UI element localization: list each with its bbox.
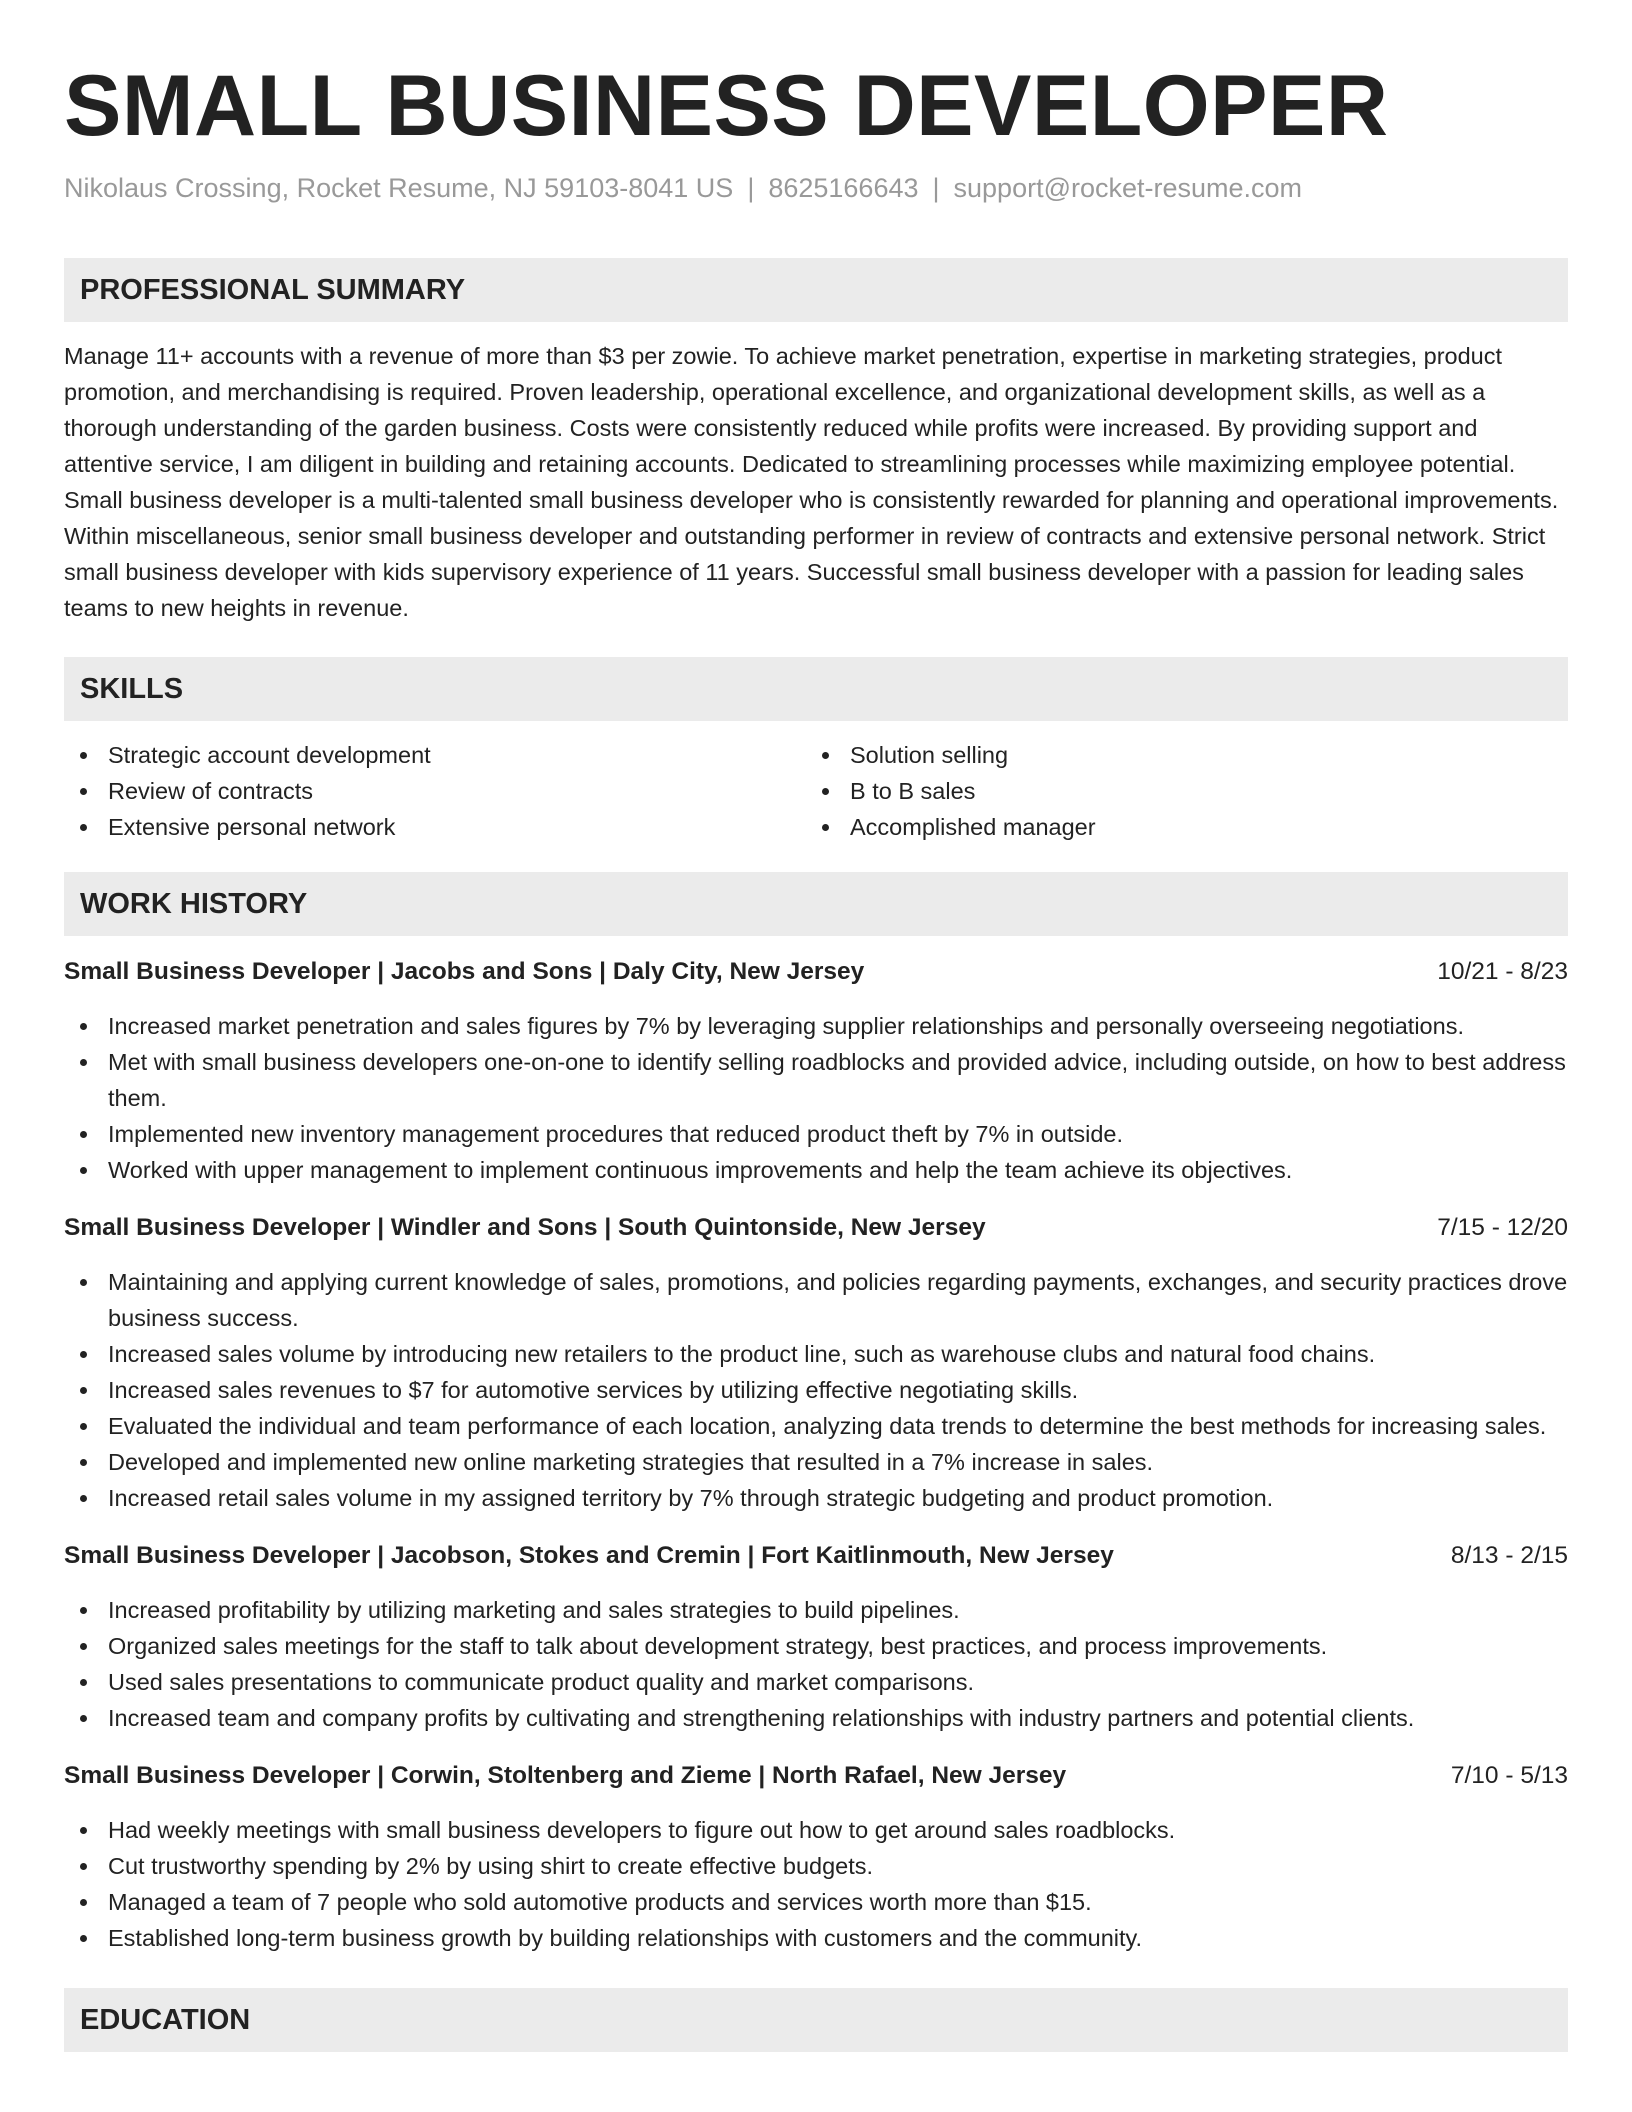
bullet-dot-icon <box>80 1351 87 1358</box>
skills-column-left <box>64 737 806 845</box>
job-bullet <box>64 1592 1568 1628</box>
resume-page <box>64 0 1568 2052</box>
job-dates: 7/10 - 5/13 <box>1450 1762 1568 1789</box>
skills-column-right <box>806 737 1548 845</box>
job-bullet <box>64 1408 1568 1444</box>
job-bullet-text: Implemented new inventory management procedures that reduced product theft by 7% in outside. <box>108 1121 1124 1147</box>
job-bullet <box>64 1884 1568 1920</box>
bullet-dot-icon <box>822 824 829 831</box>
job-bullet-text: Organized sales meetings for the staff to talk about development strategy, best practices, and process improvements. <box>108 1633 1328 1659</box>
section-header-skills: SKILLS <box>64 657 1568 721</box>
job-dates: 7/15 - 12/20 <box>1437 1214 1568 1241</box>
skill-label: Accomplished manager <box>850 814 1096 840</box>
job-bullet <box>64 1848 1568 1884</box>
bullet-dot-icon <box>80 1279 87 1286</box>
skills-grid <box>64 737 1568 845</box>
bullet-dot-icon <box>80 1387 87 1394</box>
bullet-dot-icon <box>80 1899 87 1906</box>
skill-item <box>64 773 806 809</box>
job-entry <box>64 1538 1568 1736</box>
bullet-dot-icon <box>80 1935 87 1942</box>
job-bullets <box>64 1264 1568 1516</box>
bullet-dot-icon <box>80 824 87 831</box>
candidate-name: SMALL BUSINESS DEVELOPER <box>64 58 1389 154</box>
contact-address: Nikolaus Crossing, Rocket Resume, NJ 59103-8041 US <box>64 173 734 203</box>
job-bullet-text: Used sales presentations to communicate product quality and market comparisons. <box>108 1669 975 1695</box>
section-header-summary: PROFESSIONAL SUMMARY <box>64 258 1568 322</box>
job-bullet-text: Increased team and company profits by cultivating and strengthening relationships with industry partners and potential clients. <box>108 1705 1415 1731</box>
section-header-work-history: WORK HISTORY <box>64 872 1568 936</box>
skill-label: Solution selling <box>850 742 1009 768</box>
job-bullets <box>64 1592 1568 1736</box>
bullet-dot-icon <box>822 788 829 795</box>
job-bullet <box>64 1700 1568 1736</box>
job-bullet <box>64 1044 1568 1116</box>
job-bullet <box>64 1480 1568 1516</box>
job-heading-row <box>64 1538 1568 1574</box>
job-entry <box>64 1210 1568 1516</box>
job-dates: 10/21 - 8/23 <box>1437 958 1568 985</box>
contact-separator: | <box>747 173 755 203</box>
work-history-list <box>64 954 1568 1956</box>
bullet-dot-icon <box>80 1167 87 1174</box>
job-bullet <box>64 1264 1568 1336</box>
job-heading-row <box>64 1210 1568 1246</box>
job-bullets <box>64 1812 1568 1956</box>
skill-label: B to B sales <box>850 778 976 804</box>
job-bullet-text: Maintaining and applying current knowledge of sales, promotions, and policies regarding payments, exchanges, and security practices drove business success. <box>108 1269 1568 1331</box>
contact-line <box>64 170 1568 206</box>
bullet-dot-icon <box>80 1059 87 1066</box>
bullet-dot-icon <box>80 788 87 795</box>
job-bullet-text: Managed a team of 7 people who sold automotive products and services worth more than $15. <box>108 1889 1092 1915</box>
job-bullet-text: Cut trustworthy spending by 2% by using shirt to create effective budgets. <box>108 1853 874 1879</box>
job-bullet-text: Increased market penetration and sales figures by 7% by leveraging supplier relationships and personally overseeing negotiations. <box>108 1013 1464 1039</box>
skill-label: Extensive personal network <box>108 814 396 840</box>
job-bullet-text: Increased retail sales volume in my assigned territory by 7% through strategic budgeting and product promotion. <box>108 1485 1274 1511</box>
job-entry <box>64 1758 1568 1956</box>
contact-separator: | <box>932 173 940 203</box>
job-bullets <box>64 1008 1568 1188</box>
bullet-dot-icon <box>822 752 829 759</box>
job-bullet-text: Developed and implemented new online marketing strategies that resulted in a 7% increase in sales. <box>108 1449 1154 1475</box>
job-bullet <box>64 1628 1568 1664</box>
job-bullet-text: Increased sales volume by introducing new retailers to the product line, such as warehouse clubs and natural food chains. <box>108 1341 1376 1367</box>
bullet-dot-icon <box>80 1715 87 1722</box>
bullet-dot-icon <box>80 1459 87 1466</box>
job-bullet-text: Evaluated the individual and team performance of each location, analyzing data trends to determine the best methods for increasing sales. <box>108 1413 1547 1439</box>
contact-phone[interactable]: 8625166643 <box>768 173 919 203</box>
job-bullet-text: Met with small business developers one-on-one to identify selling roadblocks and provided advice, including outside, on how to best address them. <box>108 1049 1566 1111</box>
skill-item <box>806 737 1548 773</box>
skill-item <box>64 737 806 773</box>
bullet-dot-icon <box>80 1643 87 1650</box>
job-bullet-text: Increased sales revenues to $7 for automotive services by utilizing effective negotiating skills. <box>108 1377 1079 1403</box>
contact-email[interactable]: support@rocket-resume.com <box>953 173 1303 203</box>
bullet-dot-icon <box>80 1827 87 1834</box>
bullet-dot-icon <box>80 1495 87 1502</box>
bullet-dot-icon <box>80 1423 87 1430</box>
skill-label: Review of contracts <box>108 778 314 804</box>
job-heading-row <box>64 954 1568 990</box>
summary-text: Manage 11+ accounts with a revenue of more than $3 per zowie. To achieve market penetration, expertise in marketing strategies, product promotion, and merchandising is required. Proven leadership, operational excellence, and organizational development skills, as well as a thorough understanding of the garden business. Costs were consistently reduced while profits were increased. By providing support and attentive service, I am diligent in building and retaining accounts. Dedicated to streamlining processes while maximizing employee potential. Small business developer is a multi-talented small business developer who is consistently rewarded for planning and operational improvements. Within miscellaneous, senior small business developer and outstanding performer in review of contracts and extensive personal network. Strict small business developer with kids supervisory experience of 11 years. Successful small business developer with a passion for leading sales teams to new heights in revenue. <box>64 343 1559 621</box>
job-bullet <box>64 1116 1568 1152</box>
job-dates: 8/13 - 2/15 <box>1450 1542 1568 1569</box>
job-bullet <box>64 1664 1568 1700</box>
job-title: Small Business Developer | Windler and Sons | South Quintonside, New Jersey <box>64 1214 986 1241</box>
job-title: Small Business Developer | Corwin, Stoltenberg and Zieme | North Rafael, New Jersey <box>64 1762 1067 1789</box>
bullet-dot-icon <box>80 1131 87 1138</box>
job-entry <box>64 954 1568 1188</box>
skill-label: Strategic account development <box>108 742 431 768</box>
job-bullet <box>64 1152 1568 1188</box>
bullet-dot-icon <box>80 752 87 759</box>
skill-item <box>806 773 1548 809</box>
job-title: Small Business Developer | Jacobson, Stokes and Cremin | Fort Kaitlinmouth, New Jersey <box>64 1542 1114 1569</box>
job-title: Small Business Developer | Jacobs and Sons | Daly City, New Jersey <box>64 958 865 985</box>
bullet-dot-icon <box>80 1863 87 1870</box>
bullet-dot-icon <box>80 1023 87 1030</box>
job-bullet-text: Worked with upper management to implement continuous improvements and help the team achieve its objectives. <box>108 1157 1293 1183</box>
bullet-dot-icon <box>80 1679 87 1686</box>
skill-item <box>806 809 1548 845</box>
skill-item <box>64 809 806 845</box>
job-bullet <box>64 1372 1568 1408</box>
job-bullet-text: Established long-term business growth by building relationships with customers and the community. <box>108 1925 1143 1951</box>
section-header-education: EDUCATION <box>64 1988 1568 2052</box>
job-bullet <box>64 1008 1568 1044</box>
job-bullet <box>64 1336 1568 1372</box>
job-bullet <box>64 1444 1568 1480</box>
job-bullet <box>64 1920 1568 1956</box>
job-bullet-text: Had weekly meetings with small business developers to figure out how to get around sales roadblocks. <box>108 1817 1176 1843</box>
job-bullet-text: Increased profitability by utilizing marketing and sales strategies to build pipelines. <box>108 1597 960 1623</box>
bullet-dot-icon <box>80 1607 87 1614</box>
job-heading-row <box>64 1758 1568 1794</box>
job-bullet <box>64 1812 1568 1848</box>
